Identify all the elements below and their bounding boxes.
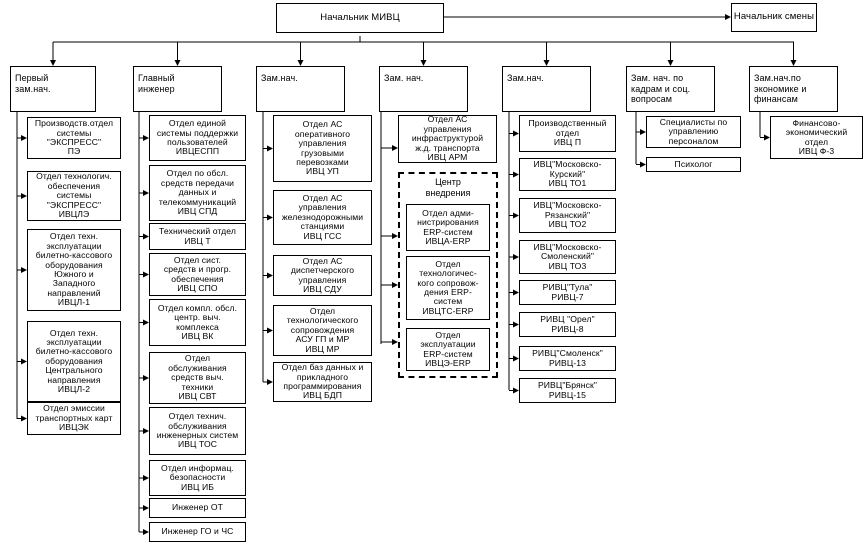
col5-unit-7 — [519, 346, 616, 371]
col5-unit-1-label: Производственный отдел ИВЦ П — [528, 118, 607, 148]
deputy-head-5 — [502, 66, 591, 112]
deputy-head-7-label: Зам.нач.по экономике и финансам — [754, 73, 807, 104]
col7-unit-1-label: Финансово- экономический отдел ИВЦ Ф-3 — [785, 117, 848, 156]
col2-unit-4-label: Отдел сист. средств и прогр. обеспечения ИВЦ СПО — [163, 254, 232, 293]
col3-unit-5-label: Отдел баз данных и прикладного программирования ИВЦ БДП — [281, 362, 364, 401]
col2-unit-6-label: Отдел обслуживания средств выч. техники ИВЦ СВТ — [168, 353, 227, 402]
col4-unit-top-label: Отдел АС управления инфраструктурой ж.д. транспорта ИВЦ АРМ — [411, 115, 484, 163]
col5-unit-5 — [519, 280, 616, 305]
col5-unit-7-label: РИВЦ"Смоленск" РИВЦ-13 — [532, 348, 603, 368]
col5-unit-5-label: РИВЦ"Тула" РИВЦ-7 — [542, 282, 593, 302]
deputy-head-4-label: Зам. нач. — [384, 73, 424, 83]
col3-unit-2-label: Отдел АС управления железнодорожными станциями ИВЦ ГСС — [281, 192, 364, 241]
implementation-center-title: Центр внедрения — [425, 177, 471, 198]
col1-unit-2 — [27, 171, 121, 221]
deputy-head-1-label: Первый зам.нач. — [15, 73, 51, 94]
deputy-head-6 — [626, 66, 715, 112]
col5-unit-8 — [519, 378, 616, 403]
col3-unit-3-label: Отдел АС диспетчерского управления ИВЦ СДУ — [290, 255, 355, 294]
col2-unit-9-label: Инженер ОТ — [171, 502, 224, 513]
col2-unit-9 — [149, 498, 246, 518]
col3-unit-4-label: Отдел технологического сопровождения АСУ ГП и МР ИВЦ МР — [286, 305, 359, 354]
deputy-head-2-label: Главный инженер — [138, 73, 175, 94]
col2-unit-4 — [149, 253, 246, 296]
col2-unit-6 — [149, 352, 246, 404]
col5-unit-6 — [519, 312, 616, 337]
deputy-head-4 — [379, 66, 468, 112]
col4-center-unit-2 — [406, 256, 490, 320]
col5-unit-4-label: ИВЦ"Московско- Смоленский" ИВЦ ТО3 — [533, 241, 602, 271]
col1-unit-1 — [27, 117, 121, 159]
col1-unit-4-label: Отдел техн. эксплуатации билетно-кассового оборудования Центрального направления ИВЦЛ-2 — [35, 327, 113, 395]
col4-unit-top — [398, 115, 497, 163]
col4-center-unit-3 — [406, 328, 490, 371]
col2-unit-2-label: Отдел по обсл. средств передачи данных и телекоммуникаций ИВЦ СПД — [158, 168, 237, 217]
col3-unit-4 — [273, 305, 372, 356]
col6-unit-1 — [646, 116, 741, 148]
col6-unit-1-label: Специалисты по управлению персоналом — [659, 116, 728, 146]
col1-unit-3 — [27, 229, 121, 311]
col2-unit-3 — [149, 223, 246, 250]
col5-unit-2-label: ИВЦ"Московско- Курский" ИВЦ ТО1 — [533, 159, 602, 189]
col2-unit-7-label: Отдел технич. обслуживания инженерных систем ИВЦ ТОС — [156, 411, 239, 450]
col3-unit-1-label: Отдел АС оперативного управления грузовыми перевозками ИВЦ УП — [294, 119, 351, 177]
col4-center-unit-2-label: Отдел технологичес- кого сопровож- дения ERP- систем ИВЦТС-ERP — [417, 258, 479, 316]
col1-unit-5 — [27, 402, 121, 435]
col2-unit-3-label: Технический отдел ИВЦ Т — [159, 226, 236, 246]
col2-unit-5 — [149, 299, 246, 346]
col5-unit-3 — [519, 198, 616, 233]
col1-unit-5-label: Отдел эмиссии транспортных карт ИВЦЭК — [35, 403, 113, 433]
shift-chief-box-label: Начальник смены — [733, 11, 815, 23]
chief-box — [276, 3, 444, 33]
col3-unit-3 — [273, 255, 372, 296]
col5-unit-4 — [519, 240, 616, 274]
col2-unit-5-label: Отдел компл. обсл. центр. выч. комплекса ИВЦ ВК — [157, 302, 238, 341]
col2-unit-1-label: Отдел единой системы поддержки пользователей ИВЦЕСПП — [156, 118, 239, 157]
col2-unit-7 — [149, 407, 246, 455]
col2-unit-1 — [149, 115, 246, 161]
col4-center-unit-3-label: Отдел эксплуатации ERP-систем ИВЦЭ-ERP — [420, 329, 476, 368]
col1-unit-4 — [27, 321, 121, 402]
col7-unit-1 — [770, 116, 863, 159]
col2-unit-10 — [149, 522, 246, 542]
col5-unit-1 — [519, 115, 616, 152]
col6-unit-2 — [646, 157, 741, 172]
col4-center-unit-1-label: Отдел адми- нистрирования ERP-систем ИВЦА-ERP — [417, 207, 479, 246]
col4-center-unit-1 — [406, 204, 490, 251]
deputy-head-2 — [133, 66, 222, 112]
col3-unit-2 — [273, 190, 372, 245]
col1-unit-3-label: Отдел техн. эксплуатации билетно-кассового оборудования Южного и Западного направлений ИВЦЛ-1 — [35, 231, 113, 308]
col1-unit-1-label: Производств.отдел системы "ЭКСПРЕСС" ПЭ — [34, 118, 114, 157]
col2-unit-8-label: Отдел информац. безопасности ИВЦ ИБ — [161, 462, 234, 492]
col5-unit-8-label: РИВЦ"Брянск" РИВЦ-15 — [537, 380, 598, 400]
deputy-head-3-label: Зам.нач. — [261, 73, 298, 83]
col5-unit-2 — [519, 158, 616, 191]
deputy-head-3 — [256, 66, 345, 112]
deputy-head-1 — [10, 66, 96, 112]
col5-unit-6-label: РИВЦ "Орел" РИВЦ-8 — [540, 314, 595, 334]
col1-unit-2-label: Отдел технологич. обеспечения системы "ЭКСПРЕСС" ИВЦЛЭ — [36, 171, 112, 220]
col2-unit-10-label: Инженер ГО и ЧС — [161, 526, 234, 537]
col3-unit-1 — [273, 115, 372, 182]
col5-unit-3-label: ИВЦ"Московско- Рязанский" ИВЦ ТО2 — [533, 200, 602, 230]
deputy-head-5-label: Зам.нач. — [507, 73, 544, 83]
col3-unit-5 — [273, 362, 372, 402]
col6-unit-2-label: Психолог — [674, 158, 713, 169]
shift-chief-box — [731, 3, 817, 32]
chief-box-label: Начальник МИВЦ — [320, 11, 400, 23]
col2-unit-8 — [149, 460, 246, 496]
col2-unit-2 — [149, 165, 246, 221]
deputy-head-7 — [749, 66, 838, 112]
deputy-head-6-label: Зам. нач. по кадрам и соц. вопросам — [631, 73, 691, 104]
